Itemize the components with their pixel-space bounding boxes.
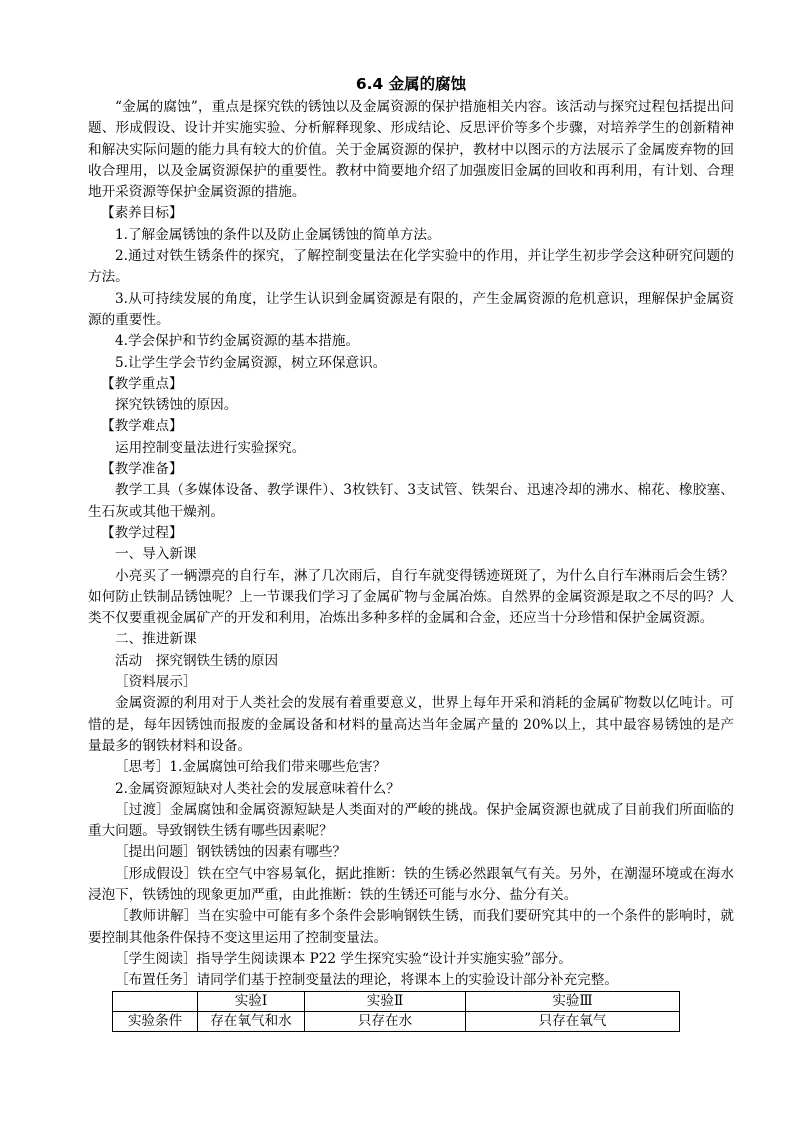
goal-item: 1.了解金属锈蚀的条件以及防止金属锈蚀的简单方法。 bbox=[115, 226, 441, 243]
table-row-label: 实验条件 bbox=[113, 1012, 198, 1032]
activity-title: 活动 探究钢铁生锈的原因 bbox=[115, 652, 279, 669]
goal-item: 4.学会保护和节约金属资源的基本措施。 bbox=[115, 333, 360, 350]
experiment-table bbox=[112, 991, 680, 1032]
teacher-text: ［教师讲解］当在实验中可能有多个条件会影响钢铁生锈，而我们要研究其中的一个条件的影响时，就要控制其他条件保持不变这里运用了控制变量法。 bbox=[88, 908, 734, 946]
preparation-heading: 【教学准备】 bbox=[101, 461, 183, 478]
goals-heading: 【素养目标】 bbox=[101, 205, 183, 222]
table-cell: 存在氧气和水 bbox=[198, 1012, 305, 1032]
hypothesis-text: ［形成假设］铁在空气中容易氧化，据此推断：铁的生锈必然跟氧气有关。另外，在潮湿环境或在海水浸泡下，铁锈蚀的现象更加严重，由此推断：铁的生锈还可能与水分、盐分有关。 bbox=[88, 865, 734, 903]
question-text: ［提出问题］钢铁锈蚀的因素有哪些？ bbox=[115, 844, 347, 861]
goal-item: 3.从可持续发展的角度，让学生认识到金属资源是有限的，产生金属资源的危机意识，理解保护金属资源的重要性。 bbox=[88, 290, 734, 328]
goal-item: 5.让学生学会节约金属资源，树立环保意识。 bbox=[115, 354, 387, 371]
key-point-text: 探究铁锈蚀的原因。 bbox=[115, 397, 238, 414]
table-cell: 只存在水 bbox=[305, 1012, 466, 1032]
task-text: ［布置任务］请同学们基于控制变量法的理论，将课本上的实验设计部分补充完整。 bbox=[115, 972, 618, 989]
table-header-cell: 实验Ⅱ bbox=[305, 992, 466, 1012]
preparation-text: 教学工具（多媒体设备、教学课件）、3枚铁钉、3支试管、铁架台、迅速冷却的沸水、棉花、橡胶塞、生石灰或其他干燥剂。 bbox=[88, 482, 734, 520]
section-title: 一、导入新课 bbox=[115, 546, 197, 563]
material-text: 金属资源的利用对于人类社会的发展有着重要意义，世界上每年开采和消耗的金属矿物数以亿吨计。可惜的是，每年因锈蚀而报废的金属设备和材料的量高达当年金属产量的 20%以上，其中最容易锈蚀的是产量最多的钢铁材料和设备。 bbox=[88, 695, 734, 754]
table-header-cell bbox=[113, 992, 198, 1012]
table-header-row bbox=[113, 992, 680, 1012]
intro-paragraph: “金属的腐蚀”，重点是探究铁的锈蚀以及金属资源的保护措施相关内容。该活动与探究过程包括提出问题、形成假设、设计并实施实验、分析解释现象、形成结论、反思评价等多个步骤，对培养学生的创新精神和解决实际问题的能力具有较大的价值。关于金属资源的保护，教材中以图示的方法展示了金属废弃物的回收合理用，以及金属资源保护的重要性。教材中简要地介绍了加强废旧金属的回收和再利用，有计划、合理地开采资源等保护金属资源的措施。 bbox=[88, 99, 734, 201]
process-heading: 【教学过程】 bbox=[101, 524, 183, 541]
intro-lesson-text: 小亮买了一辆漂亮的自行车，淋了几次雨后，自行车就变得锈迹斑斑了，为什么自行车淋雨后会生锈？如何防止铁制品锈蚀呢？上一节课我们学习了金属矿物与金属冶炼。自然界的金属资源是取之不尽的吗？人类不仅要重视金属矿产的开发和利用，冶炼出多种多样的金属和合金，还应当十分珍惜和保护金属资源。 bbox=[88, 567, 734, 627]
transition-text: ［过渡］金属腐蚀和金属资源短缺是人类面对的严峻的挑战。保护金属资源也就成了目前我们所面临的重大问题。导致钢铁生锈有哪些因素呢？ bbox=[88, 801, 734, 840]
table-header-cell: 实验Ⅰ bbox=[198, 992, 305, 1012]
material-label: ［资料展示］ bbox=[115, 674, 197, 691]
key-point-heading: 【教学重点】 bbox=[101, 375, 183, 392]
document-page bbox=[88, 72, 734, 1032]
reading-text: ［学生阅读］指导学生阅读课本 P22 学生探究实验“设计并实施实验”部分。 bbox=[115, 950, 572, 967]
goal-item: 2.通过对铁生锈条件的探究，了解控制变量法在化学实验中的作用，并让学生初步学会这种研究问题的方法。 bbox=[88, 248, 734, 286]
difficulty-text: 运用控制变量法进行实验探究。 bbox=[115, 439, 306, 456]
think-question-2: 2.金属资源短缺对人类社会的发展意味着什么？ bbox=[115, 780, 400, 797]
table-row bbox=[113, 1012, 680, 1032]
section-title: 二、推进新课 bbox=[115, 631, 197, 648]
difficulty-heading: 【教学难点】 bbox=[101, 418, 183, 435]
page-title: 6.4 金属的腐蚀 bbox=[355, 75, 467, 93]
think-question-1: ［思考］1.金属腐蚀可给我们带来哪些危害？ bbox=[115, 759, 387, 776]
table-cell: 只存在氧气 bbox=[466, 1012, 680, 1032]
table-header-cell: 实验Ⅲ bbox=[466, 992, 680, 1012]
